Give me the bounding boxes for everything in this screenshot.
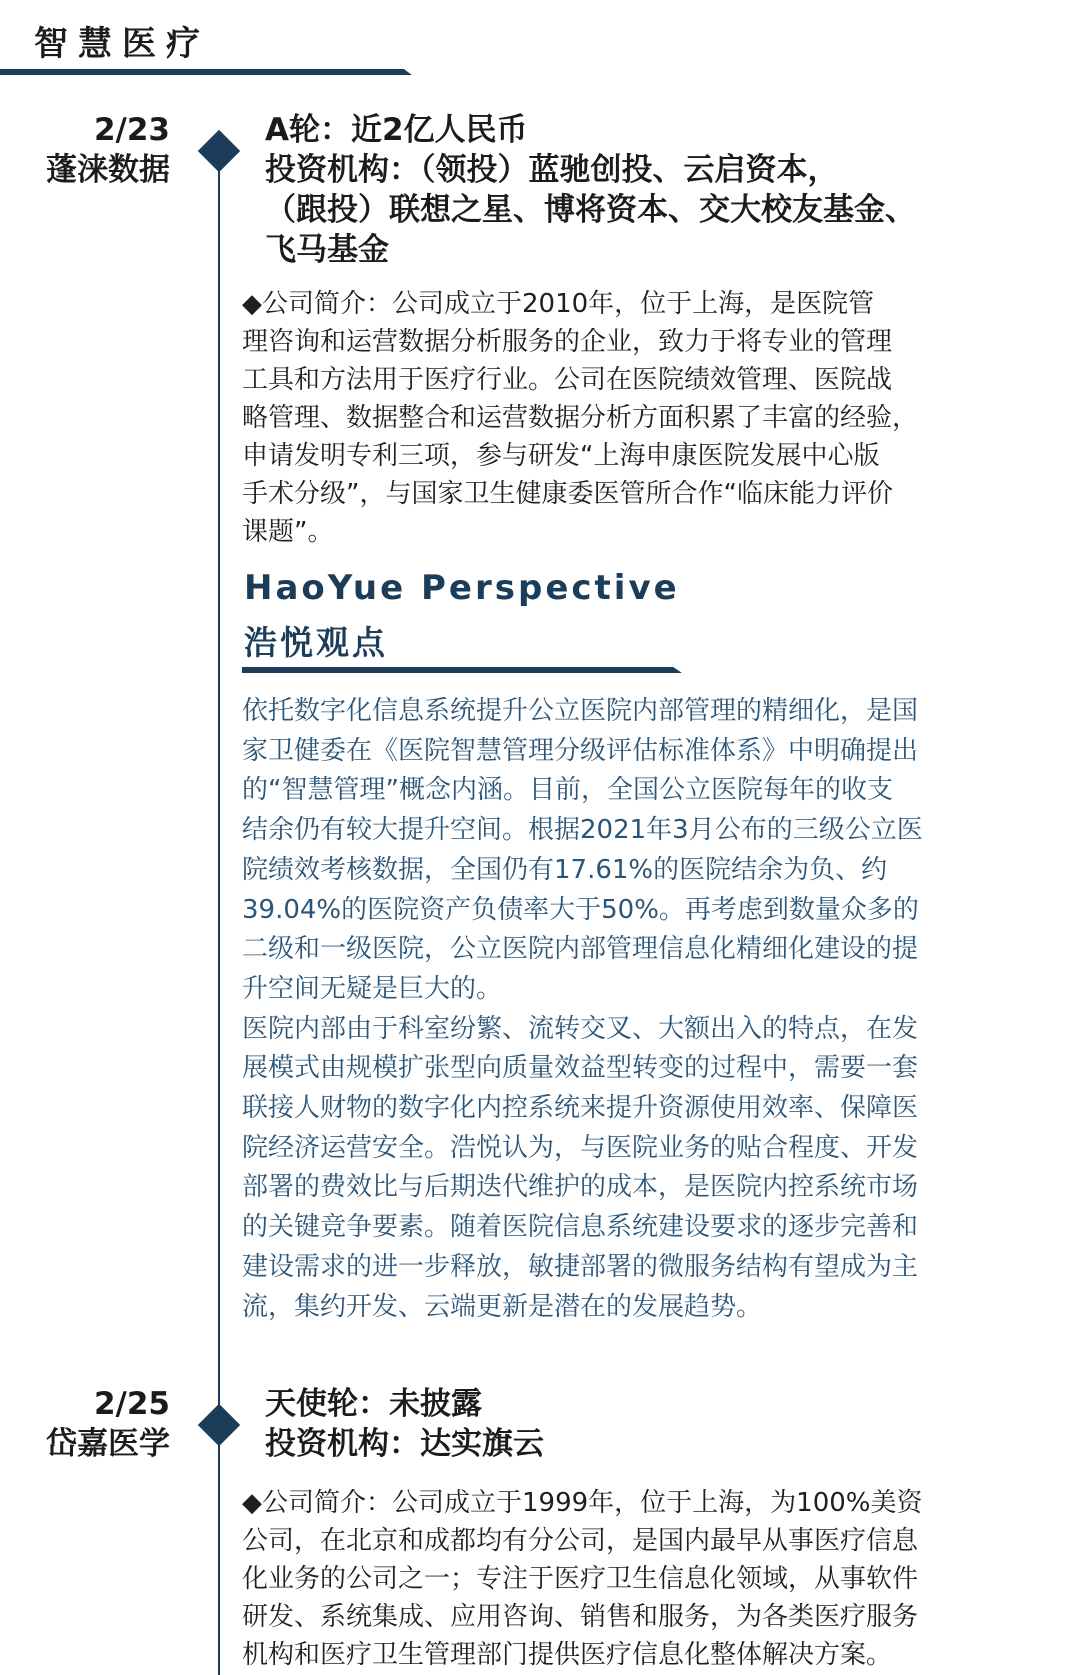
perspective-line: 39.04%的医院资产负债率大于50%。再考虑到数量众多的 [242,894,919,925]
perspective-line: 依托数字化信息系统提升公立医院内部管理的精细化，是国 [242,696,919,726]
investors-line: 投资机构：（领投）蓝驰创投、云启资本， [265,152,839,188]
timeline-marker-2 [198,1404,240,1446]
intro-line: 机构和医疗卫生管理部门提供医疗信息化整体解决方案。 [242,1640,893,1670]
section-title: 智慧医疗 [34,24,210,64]
investors-line: 飞马基金 [265,232,389,268]
perspective-line: 家卫健委在《医院智慧管理分级评估标准体系》中明确提出 [242,735,919,766]
entry-headline [265,110,1045,270]
perspective-line: 院经济运营安全。浩悦认为，与医院业务的贴合程度、开发 [242,1132,919,1163]
funding-round: A轮：近2亿人民币 [265,112,528,148]
perspective-line: 医院内部由于科室纷繁、流转交叉、大额出入的特点，在发 [242,1013,919,1044]
perspective-line: 联接人财物的数字化内控系统来提升资源使用效率、保障医 [242,1093,919,1124]
investors-line: （跟投）联想之星、博将资本、交大校友基金、 [265,192,916,228]
intro-line: 略管理、数据整合和运营数据分析方面积累了丰富的经验， [242,403,919,433]
funding-round: 天使轮：未披露 [265,1386,482,1422]
title-underline [0,69,412,75]
intro-line: ◆公司简介：公司成立于1999年，位于上海，为100%美资 [242,1488,923,1518]
perspective-underline [242,667,682,673]
perspective-line: 二级和一级医院，公立医院内部管理信息化精细化建设的提 [242,934,919,965]
company-intro [242,1484,1042,1674]
perspective-line: 院绩效考核数据，全国仍有17.61%的医院结余为负、约 [242,854,888,885]
intro-line: 化业务的公司之一；专注于医疗卫生信息化领域，从事软件 [242,1564,919,1594]
entry-company: 蓬涞数据 [46,152,170,188]
perspective-line: 建设需求的进一步释放，敏捷部署的微服务结构有望成为主 [242,1251,919,1282]
entry-company: 岱嘉医学 [46,1426,170,1462]
intro-line: 手术分级”，与国家卫生健康委医管所合作“临床能力评价 [242,479,893,509]
intro-line: 研发、系统集成、应用咨询、销售和服务，为各类医疗服务 [242,1602,919,1632]
perspective-title-en: HaoYue Perspective [244,568,680,608]
timeline-marker-1 [198,130,240,172]
perspective-line: 的“智慧管理”概念内涵。目前，全国公立医院每年的收支 [242,775,893,806]
intro-line: 公司，在北京和成都均有分公司，是国内最早从事医疗信息 [242,1526,919,1556]
intro-line: 理咨询和运营数据分析服务的企业，致力于将专业的管理 [242,327,893,357]
perspective-line: 结余仍有较大提升空间。根据2021年3月公布的三级公立医 [242,815,923,846]
perspective-line: 部署的费效比与后期迭代维护的成本，是医院内控系统市场 [242,1172,919,1203]
entry-date: 2/23 [93,112,170,148]
intro-line: 工具和方法用于医疗行业。公司在医院绩效管理、医院战 [242,365,893,395]
perspective-line: 的关键竞争要素。随着医院信息系统建设要求的逐步完善和 [242,1212,919,1243]
intro-line: ◆公司简介：公司成立于2010年，位于上海，是医院管 [242,289,875,319]
intro-line: 课题”。 [242,517,334,547]
entry-date: 2/25 [93,1386,170,1422]
intro-line: 申请发明专利三项，参与研发“上海申康医院发展中心版 [242,441,880,471]
company-intro [242,285,1042,551]
perspective-line: 流，集约开发、云端更新是潜在的发展趋势。 [242,1291,763,1322]
perspective-line: 升空间无疑是巨大的。 [242,973,503,1004]
perspective-title-cn: 浩悦观点 [244,623,388,662]
perspective-line: 展模式由规模扩张型向质量效益型转变的过程中，需要一套 [242,1053,919,1084]
entry-headline [265,1384,1045,1464]
perspective-body [242,692,1042,1327]
investors-line: 投资机构：达实旗云 [265,1426,544,1462]
